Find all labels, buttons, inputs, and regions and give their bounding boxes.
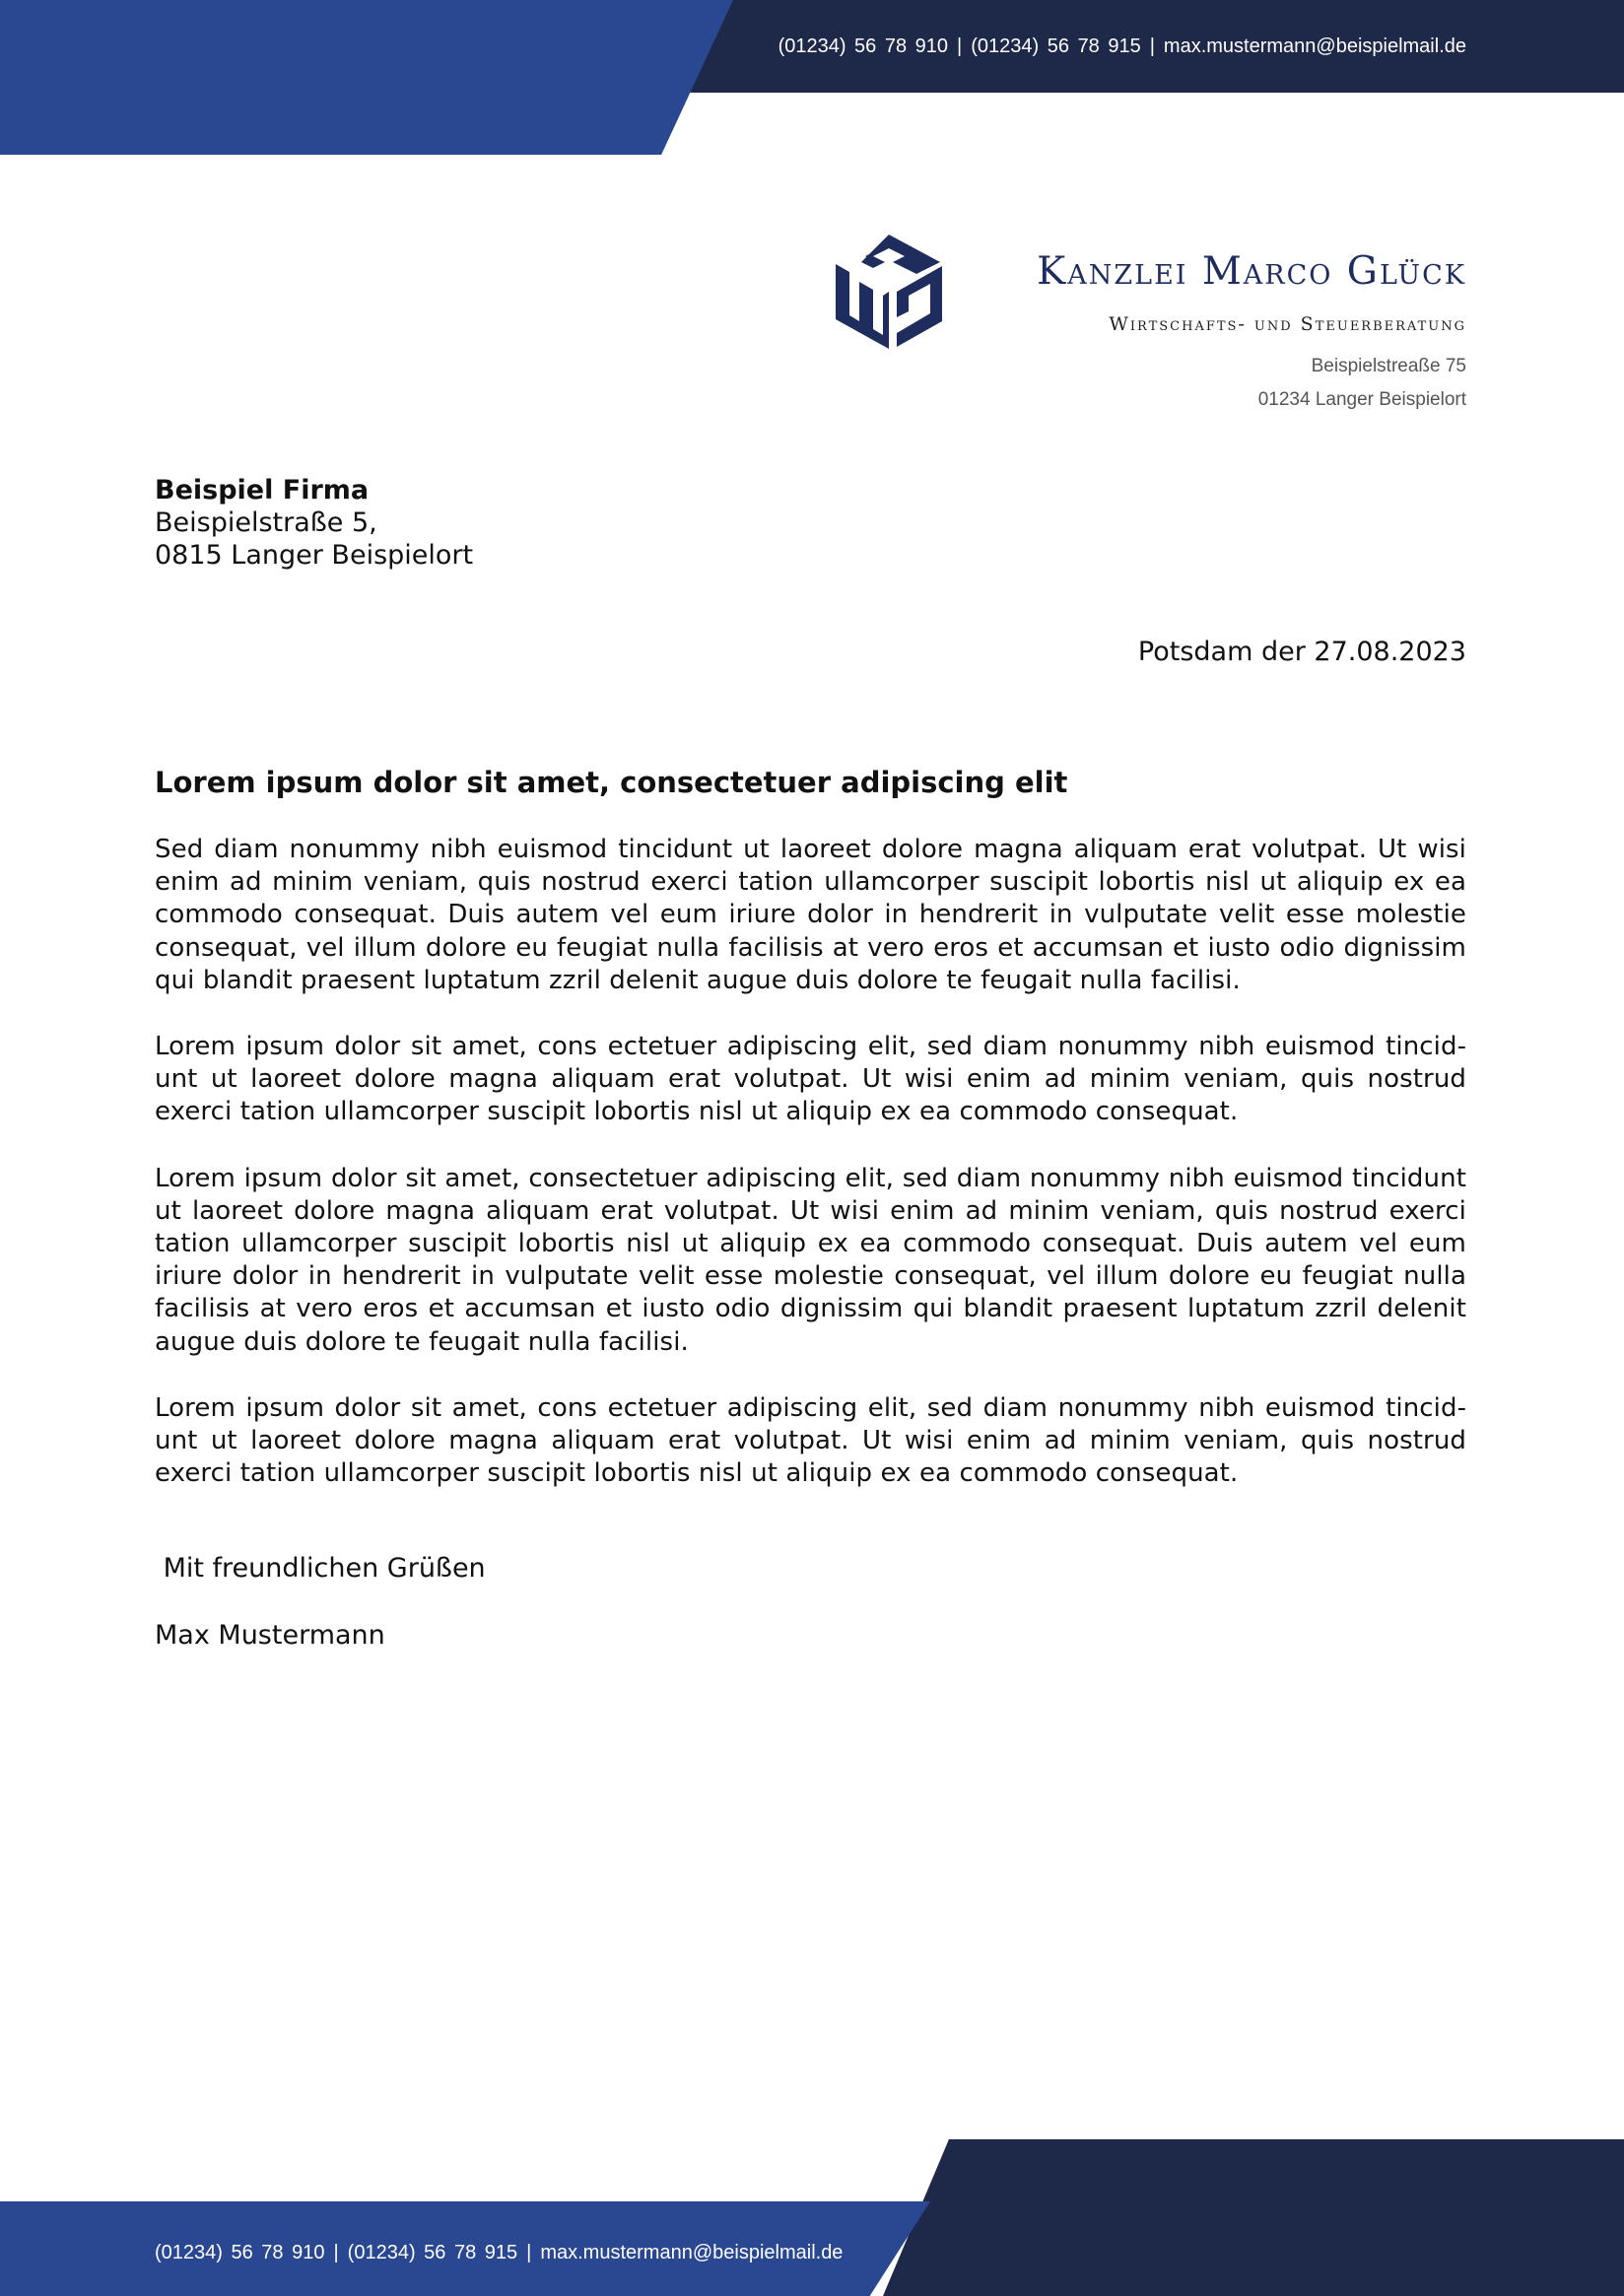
footer-separator: | — [526, 2242, 532, 2263]
header-email-link[interactable]: max.mustermann@beispielmail.de — [1163, 35, 1466, 57]
header-phone-1: (01234) 56 78 910 — [778, 35, 949, 57]
footer-contact-line — [155, 2242, 843, 2264]
header-band-blue — [0, 0, 733, 155]
footer-phone-2: (01234) 56 78 915 — [347, 2242, 518, 2263]
recipient-street: Beispielstraße 5, — [155, 507, 377, 538]
header-separator: | — [957, 35, 963, 57]
cube-logo-icon — [834, 235, 944, 349]
firm-name: Kanzlei Marco Glück — [1037, 249, 1466, 294]
body-paragraph: Sed diam nonummy nibh euismod tincidunt ut laoreet dolore magna aliquam erat volutpat. Ut wisi enim ad minim veniam, quis nostrud exerci tation ullamcorper suscipit lobortis nisl ut aliquip ex ea commodo consequat. Duis autem vel eum iriure dolor in hendrerit in vulputate velit esse molestie consequat, vel illum dolore eu feugiat nulla facilisis at vero eros et accumsan et iusto odio dignissim qui blandit praesent luptatum zzril delenit augue duis dolore te feugait nulla facilisi. — [155, 835, 1466, 995]
footer-separator: | — [333, 2242, 339, 2263]
closing-greeting: Mit freundlichen Grüßen — [155, 1553, 486, 1584]
firm-subtitle: Wirtschafts- und Steuerberatung — [1109, 313, 1466, 335]
body-paragraph: Lorem ipsum dolor sit amet, cons ectetuer adipiscing elit, sed diam nonummy nibh euismod tincidunt ut laoreet dolore magna aliquam erat volutpat. Ut wisi enim ad minim veniam, quis nostrud exerci tation ullamcorper suscipit lobortis nisl ut aliquip ex ea commodo consequat. — [155, 1032, 1466, 1127]
letter-body — [155, 834, 1466, 1523]
date-line: Potsdam der 27.08.2023 — [1137, 637, 1466, 667]
footer-band-dark — [883, 2139, 1624, 2296]
firm-street: Beispielstreaße 75 — [1311, 356, 1466, 376]
recipient-city: 0815 Langer Beispielort — [155, 540, 474, 571]
letter-subject: Lorem ipsum dolor sit amet, consectetuer adipiscing elit — [155, 766, 1068, 799]
header-phone-2: (01234) 56 78 915 — [971, 35, 1141, 57]
signature-name: Max Mustermann — [155, 1620, 385, 1651]
header-contact-line — [778, 35, 1466, 63]
footer-email-link[interactable]: max.mustermann@beispielmail.de — [540, 2242, 844, 2263]
firm-city: 01234 Langer Beispielort — [1257, 389, 1466, 410]
body-paragraph: Lorem ipsum dolor sit amet, cons ectetuer adipiscing elit, sed diam nonummy nibh euismod tincidunt ut laoreet dolore magna aliquam erat volutpat. Ut wisi enim ad minim veniam, quis nostrud exerci tation ullamcorper suscipit lobortis nisl ut aliquip ex ea commodo consequat. — [155, 1392, 1466, 1489]
header-separator: | — [1149, 35, 1155, 57]
recipient-address — [155, 474, 473, 572]
recipient-name: Beispiel Firma — [155, 475, 370, 506]
footer-phone-1: (01234) 56 78 910 — [155, 2242, 325, 2263]
body-paragraph: Lorem ipsum dolor sit amet, consectetuer adipiscing elit, sed diam nonummy nibh euismod tincidunt ut laoreet dolore magna aliquam erat volutpat. Ut wisi enim ad minim veniam, quis nostrud exerci tation ullamcorper suscipit lobortis nisl ut aliquip ex ea commodo consequat. Duis autem vel eum iriure dolor in hendrerit in vulputate velit esse molestie consequat, vel illum dolore eu feugiat nulla facilisis at vero eros et accumsan et iusto odio dignissim qui blandit praesent luptatum zzril delenit augue duis dolore te feugait nulla facilisi. — [155, 1163, 1466, 1357]
